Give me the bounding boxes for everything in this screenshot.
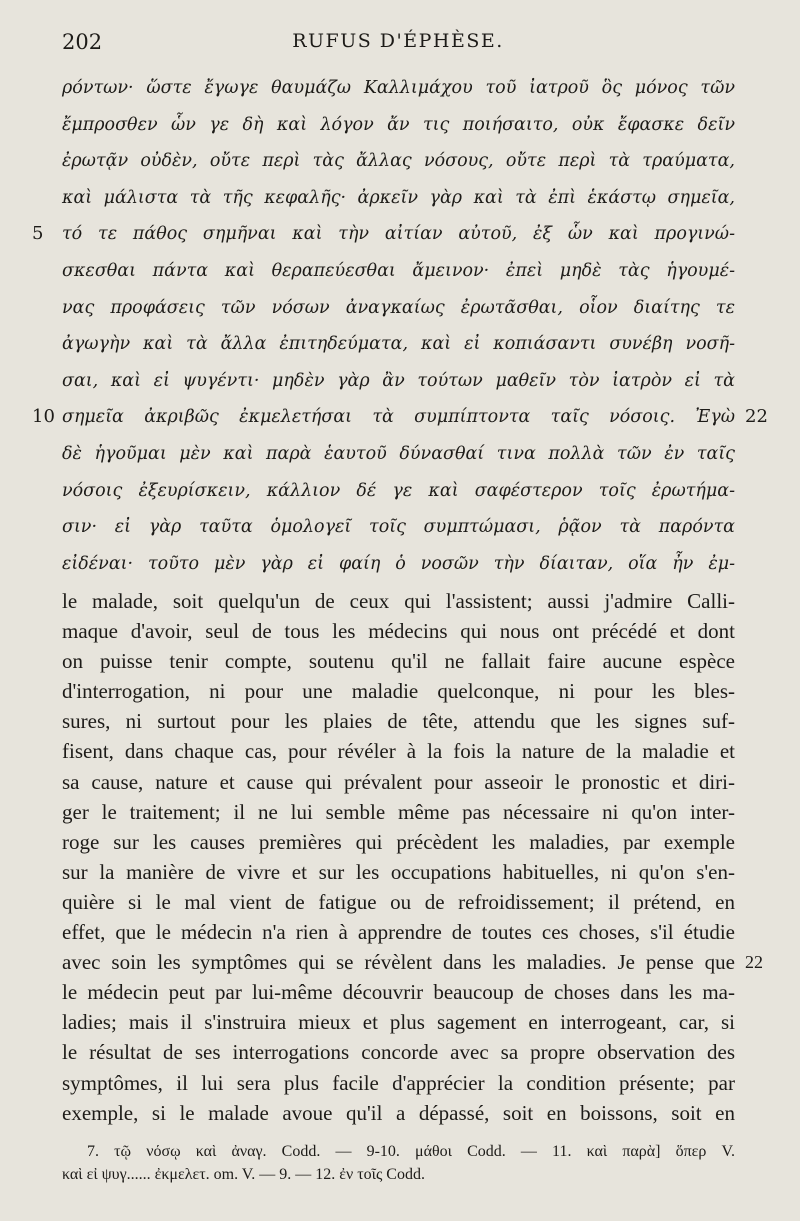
greek-line-text: σαι, καὶ εἰ ψυγέντι· μηδὲν γὰρ ἂν τούτων μαθεῖν τὸν ἰατρὸν εἰ τὰ bbox=[62, 370, 735, 391]
greek-line-text: σιν· εἰ γὰρ ταῦτα ὁμολογεῖ τοῖς συμπτώμασι, ῥᾷον τὰ παρόντα bbox=[62, 517, 735, 538]
french-line bbox=[62, 1068, 735, 1098]
french-line bbox=[62, 917, 735, 947]
french-line bbox=[62, 676, 735, 706]
french-line bbox=[62, 736, 735, 766]
french-translation-block bbox=[62, 586, 763, 1128]
french-line bbox=[62, 947, 763, 977]
french-line-text: avec soin les symptômes qui se révèlent dans les maladies. Je pense que bbox=[62, 950, 735, 975]
greek-line bbox=[62, 253, 735, 290]
french-line-text: quière si le mal vient de fatigue ou de refroidissement; il prétend, en bbox=[62, 889, 735, 914]
french-line-text: maque d'avoir, seul de tous les médecins qui nous ont précédé et dont bbox=[62, 619, 735, 644]
french-line-text: le résultat de ses interrogations concorde avec sa propre observation des bbox=[62, 1040, 735, 1065]
greek-line-text: ρόντων· ὥστε ἔγωγε θαυμάζω Καλλιμάχου τοῦ ἰατροῦ ὃς μόνος τῶν bbox=[62, 78, 735, 98]
french-line-text: fisent, dans chaque cas, pour révéler à la fois la nature de la maladie et bbox=[62, 739, 735, 764]
footnote-line bbox=[62, 1140, 735, 1163]
french-line bbox=[62, 646, 735, 676]
greek-line-text: ἐρωτᾷν οὐδὲν, οὔτε περὶ τὰς ἄλλας νόσους, οὔτε περὶ τὰ τραύματα, bbox=[62, 151, 735, 172]
french-line-text: d'interrogation, ni pour une maladie quelconque, ni pour les bles- bbox=[62, 679, 735, 704]
greek-line-text: νας προφάσεις τῶν νόσων ἀναγκαίως ἐρωτᾶσθαι, οἷον διαίτης τε bbox=[62, 297, 735, 318]
french-line-text: le médecin peut par lui-même découvrir beaucoup de choses dans les ma- bbox=[62, 980, 735, 1005]
french-line-text: symptômes, il lui sera plus facile d'apprécier la condition présente; par bbox=[62, 1070, 735, 1095]
greek-line-text: καὶ μάλιστα τὰ τῆς κεφαλῆς· ἀρκεῖν γὰρ καὶ τὰ ἐπὶ ἑκάστῳ σημεῖα, bbox=[62, 187, 735, 208]
greek-line-text: εἰδέναι· τοῦτο μὲν γὰρ εἰ φαίη ὁ νοσῶν τὴν δίαιταν, οἵα ἦν ἐμ- bbox=[62, 553, 735, 574]
greek-line-text: ἔμπροσθεν ὧν γε δὴ καὶ λόγον ἄν τις ποιήσαιτο, οὐκ ἔφασκε δεῖν bbox=[62, 114, 735, 135]
french-line-text: le malade, soit quelqu'un de ceux qui l'assistent; aussi j'admire Calli- bbox=[62, 589, 735, 613]
french-line bbox=[62, 1098, 735, 1128]
french-line bbox=[62, 706, 735, 736]
greek-line bbox=[32, 399, 768, 436]
french-line-text: ger le traitement; il ne lui semble même pas nécessaire ni qu'on inter- bbox=[62, 799, 735, 824]
french-line bbox=[62, 1007, 735, 1037]
greek-line-text: τό τε πάθος σημῆναι καὶ τὴν αἰτίαν αὐτοῦ, ἐξ ὧν καὶ προγινώ- bbox=[62, 224, 735, 245]
page-header bbox=[62, 30, 734, 60]
margin-reference-number: 22 bbox=[745, 952, 763, 973]
greek-line-text: σκεσθαι πάντα καὶ θεραπεύεσθαι ἄμεινον· ἐπεὶ μηδὲ τὰς ἡγουμέ- bbox=[62, 260, 735, 281]
greek-line-text: ἀγωγὴν καὶ τὰ ἄλλα ἐπιτηδεύματα, καὶ εἰ κοπιάσαντι συνέβη νοσῆ- bbox=[62, 334, 735, 355]
greek-line bbox=[62, 509, 735, 546]
french-line-text: sa cause, nature et cause qui prévalent pour asseoir le pronostic et diri- bbox=[62, 769, 735, 794]
french-line-text: effet, que le médecin n'a rien à apprendre de toutes ces choses, s'il étudie bbox=[62, 920, 735, 945]
greek-line bbox=[62, 363, 735, 400]
line-number: 10 bbox=[32, 406, 55, 428]
french-line bbox=[62, 767, 735, 797]
french-line bbox=[62, 616, 735, 646]
french-line-text: ladies; mais il s'instruira mieux et plus sagement en interrogeant, car, si bbox=[62, 1010, 735, 1035]
french-line bbox=[62, 1037, 735, 1067]
greek-line bbox=[62, 143, 735, 180]
greek-line bbox=[62, 107, 735, 144]
greek-line bbox=[62, 290, 735, 327]
greek-text-block bbox=[32, 70, 768, 582]
critical-apparatus bbox=[62, 1140, 735, 1186]
french-line bbox=[62, 857, 735, 887]
greek-line bbox=[62, 436, 735, 473]
greek-line bbox=[32, 216, 735, 253]
french-line bbox=[62, 977, 735, 1007]
french-line-text: sures, ni surtout pour les plaies de tête, attendu que les signes suf- bbox=[62, 709, 735, 734]
greek-line bbox=[62, 326, 735, 363]
french-line-text: roge sur les causes premières qui précèdent les maladies, par exemple bbox=[62, 829, 735, 854]
greek-line-text: νόσοις ἐξευρίσκειν, κάλλιον δέ γε καὶ σαφέστερον τοῖς ἐρωτήμα- bbox=[62, 480, 735, 501]
footnote-line-text: 7. τῷ νόσῳ καὶ ἀναγ. Codd. — 9-10. μάθοι Codd. — 11. καὶ παρὰ] ὅπερ V. bbox=[87, 1143, 735, 1160]
greek-line bbox=[62, 473, 735, 510]
footnote-line-text: καὶ εἰ ψυγ...... ἐκμελετ. om. V. — 9. — 12. ἐν τοῖς Codd. bbox=[62, 1166, 425, 1183]
french-line bbox=[62, 827, 735, 857]
greek-line-text: σημεῖα ἀκριβῶς ἐκμελετήσαι τὰ συμπίπτοντα ταῖς νόσοις. Ἐγὼ bbox=[62, 407, 735, 428]
french-line-text: sur la manière de vivre et sur les occupations habituelles, ni qu'on s'en- bbox=[62, 859, 735, 884]
footnote-line bbox=[62, 1163, 735, 1186]
running-title: RUFUS D'ÉPHÈSE. bbox=[292, 30, 504, 52]
french-line bbox=[62, 887, 735, 917]
greek-line-text: δὲ ἡγοῦμαι μὲν καὶ παρὰ ἑαυτοῦ δύνασθαί τινα πολλὰ τῶν ἐν ταῖς bbox=[62, 443, 735, 464]
greek-line bbox=[62, 70, 735, 107]
greek-line bbox=[62, 180, 735, 217]
french-line-text: on puisse tenir compte, soutenu qu'il ne fallait faire aucune espèce bbox=[62, 649, 735, 674]
greek-line bbox=[62, 546, 735, 583]
french-line bbox=[62, 586, 735, 616]
margin-reference-number: 22 bbox=[745, 406, 768, 428]
french-line-text: exemple, si le malade avoue qu'il a dépassé, soit en boissons, soit en bbox=[62, 1100, 735, 1125]
page-number: 202 bbox=[62, 30, 103, 54]
line-number: 5 bbox=[32, 223, 44, 245]
french-line bbox=[62, 797, 735, 827]
